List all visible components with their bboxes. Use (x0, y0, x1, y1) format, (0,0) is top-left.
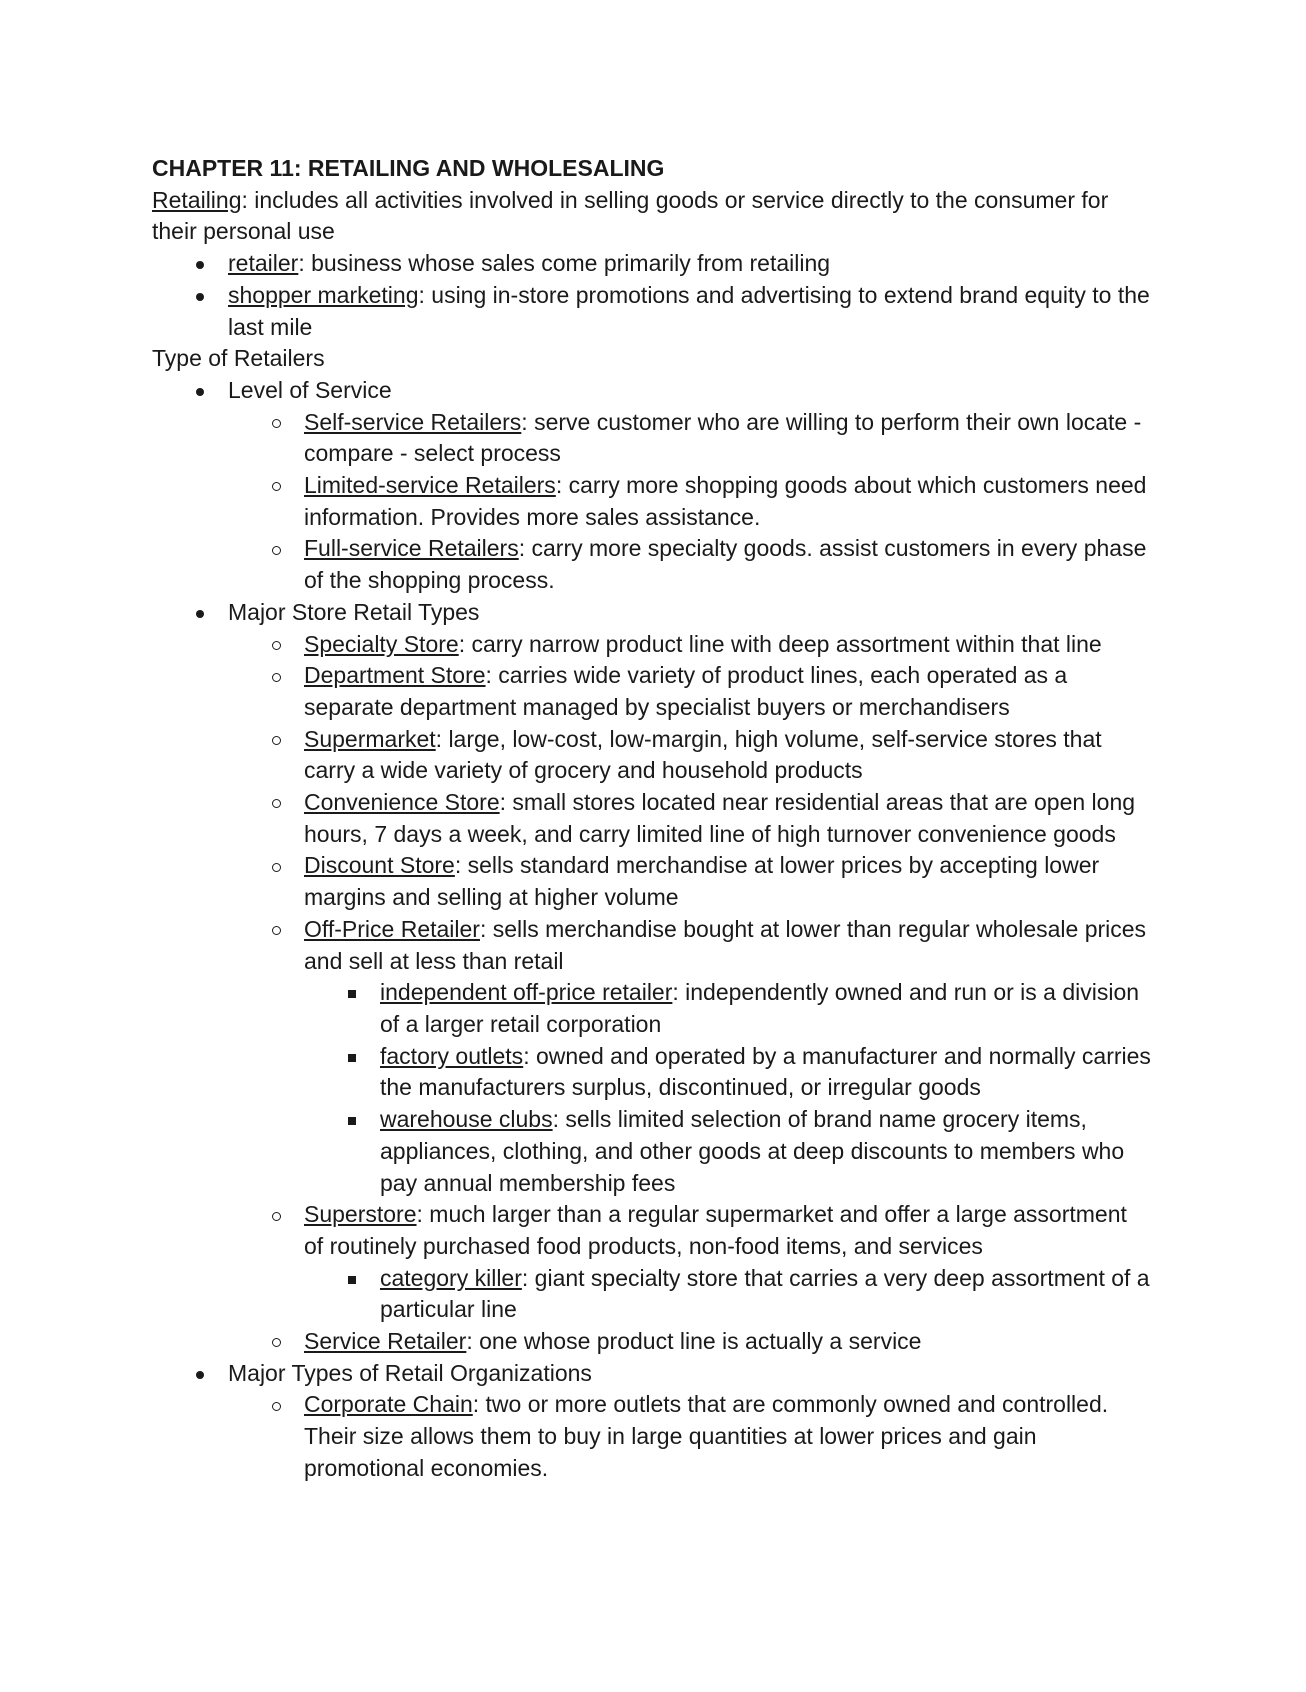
bullet-dot-icon (190, 280, 210, 312)
bullet-dot-icon (190, 1358, 210, 1390)
list-item (152, 1389, 1152, 1484)
intro-list (152, 248, 1152, 343)
list-item (152, 470, 1152, 533)
level-of-service-list (152, 407, 1152, 597)
list-item (152, 850, 1152, 913)
list-item (152, 533, 1152, 596)
definition-text: : independently owned and run or is a division of a larger retail corporation (380, 979, 1140, 1037)
bullet-circle-icon (266, 850, 286, 882)
document-page (152, 153, 1152, 1485)
retailing-definition (152, 185, 1152, 248)
definition-term: warehouse clubs (380, 1106, 553, 1133)
retail-orgs-list (152, 1389, 1152, 1484)
list-item (152, 1263, 1152, 1326)
list-item (152, 1326, 1152, 1358)
definition-term: retailer (228, 250, 299, 277)
list-label: Major Types of Retail Organizations (228, 1359, 592, 1386)
bullet-circle-icon (266, 407, 286, 439)
definition-term: shopper marketing (228, 281, 419, 308)
bullet-circle-icon (266, 724, 286, 756)
definition-text: : large, low-cost, low-margin, high volume, self-service stores that carry a wide variety of grocery and household products (304, 725, 1102, 784)
bullet-dot-icon (190, 375, 210, 407)
bullet-circle-icon (266, 470, 286, 502)
list-item (152, 280, 1152, 343)
definition-text: : carry more specialty goods. assist customers in every phase of the shopping process. (304, 535, 1147, 594)
major-store-list (152, 629, 1152, 978)
major-store-list (152, 1326, 1152, 1358)
list-item (152, 597, 1152, 629)
list-item (152, 787, 1152, 850)
bullet-dot-icon (190, 597, 210, 629)
retailer-types-list (152, 597, 1152, 629)
definition-term: Self-service Retailers (304, 408, 522, 435)
list-item (152, 1041, 1152, 1104)
definition-text: : business whose sales come primarily from retailing (298, 250, 831, 277)
definition-text: : includes all activities involved in selling goods or service directly to the consumer for their personal use (152, 186, 1109, 245)
definition-text: : two or more outlets that are commonly owned and controlled. Their size allows them to buy in large quantities at lower prices and gain promotional economies. (304, 1391, 1109, 1481)
list-item (152, 629, 1152, 661)
definition-term: Discount Store (304, 852, 455, 879)
bullet-circle-icon (266, 787, 286, 819)
definition-term: Limited-service Retailers (304, 472, 556, 499)
definition-term: Service Retailer (304, 1328, 467, 1355)
definition-term: independent off-price retailer (380, 979, 673, 1006)
bullet-square-icon (342, 977, 362, 1009)
major-store-list (152, 1199, 1152, 1262)
bullet-circle-icon (266, 660, 286, 692)
definition-text: : using in-store promotions and advertising to extend brand equity to the last mile (228, 281, 1150, 340)
definition-term: Department Store (304, 662, 486, 689)
definition-text: : much larger than a regular supermarket and offer a large assortment of routinely purchased food products, non-food items, and services (304, 1201, 1127, 1259)
definition-term: Superstore (304, 1201, 417, 1228)
list-item (152, 724, 1152, 787)
definition-term: Full-service Retailers (304, 535, 519, 562)
off-price-sublist (152, 977, 1152, 1199)
definition-text: : sells limited selection of brand name grocery items, appliances, clothing, and other goods at deep discounts to members who pay annual membership fees (380, 1106, 1125, 1196)
definition-term: Supermarket (304, 725, 436, 752)
definition-text: : carries wide variety of product lines, each operated as a separate department managed by specialist buyers or merchandisers (304, 662, 1068, 720)
list-item (152, 1199, 1152, 1262)
chapter-title: CHAPTER 11: RETAILING AND WHOLESALING (152, 155, 665, 181)
list-item (152, 914, 1152, 977)
definition-text: : carry more shopping goods about which customers need information. Provides more sales assistance. (304, 472, 1147, 530)
definition-text: : owned and operated by a manufacturer and normally carries the manufacturers surplus, discontinued, or irregular goods (380, 1042, 1151, 1101)
list-item (152, 375, 1152, 407)
definition-term: category killer (380, 1264, 522, 1291)
list-item (152, 407, 1152, 470)
bullet-square-icon (342, 1041, 362, 1073)
list-item (152, 660, 1152, 723)
retailer-types-list (152, 375, 1152, 407)
definition-term: Corporate Chain (304, 1391, 473, 1418)
definition-text: : sells merchandise bought at lower than regular wholesale prices and sell at less than retail (304, 915, 1147, 974)
list-item (152, 1358, 1152, 1390)
retailer-types-list (152, 1358, 1152, 1390)
list-label: Major Store Retail Types (228, 598, 480, 625)
definition-text: : sells standard merchandise at lower prices by accepting lower margins and selling at higher volume (304, 852, 1100, 911)
definition-text: : serve customer who are willing to perform their own locate - compare - select process (304, 408, 1142, 467)
bullet-circle-icon (266, 629, 286, 661)
definition-term: factory outlets (380, 1042, 524, 1069)
bullet-circle-icon (266, 533, 286, 565)
list-item (152, 1104, 1152, 1199)
definition-term: Retailing (152, 186, 242, 213)
list-label: Level of Service (228, 376, 392, 403)
definition-text: : carry narrow product line with deep assortment within that line (458, 630, 1102, 657)
bullet-square-icon (342, 1104, 362, 1136)
bullet-circle-icon (266, 1389, 286, 1421)
definition-text: : giant specialty store that carries a very deep assortment of a particular line (380, 1264, 1150, 1323)
bullet-circle-icon (266, 1326, 286, 1358)
list-item (152, 977, 1152, 1040)
section-heading: Type of Retailers (152, 345, 325, 372)
superstore-sublist (152, 1263, 1152, 1326)
bullet-circle-icon (266, 914, 286, 946)
definition-term: Off-Price Retailer (304, 915, 480, 942)
bullet-dot-icon (190, 248, 210, 280)
definition-text: : one whose product line is actually a service (466, 1328, 922, 1355)
definition-term: Convenience Store (304, 789, 500, 816)
definition-term: Specialty Store (304, 630, 459, 657)
bullet-square-icon (342, 1263, 362, 1295)
definition-text: : small stores located near residential areas that are open long hours, 7 days a week, and carry limited line of high turnover convenience goods (304, 789, 1136, 847)
bullet-circle-icon (266, 1199, 286, 1231)
list-item (152, 248, 1152, 280)
